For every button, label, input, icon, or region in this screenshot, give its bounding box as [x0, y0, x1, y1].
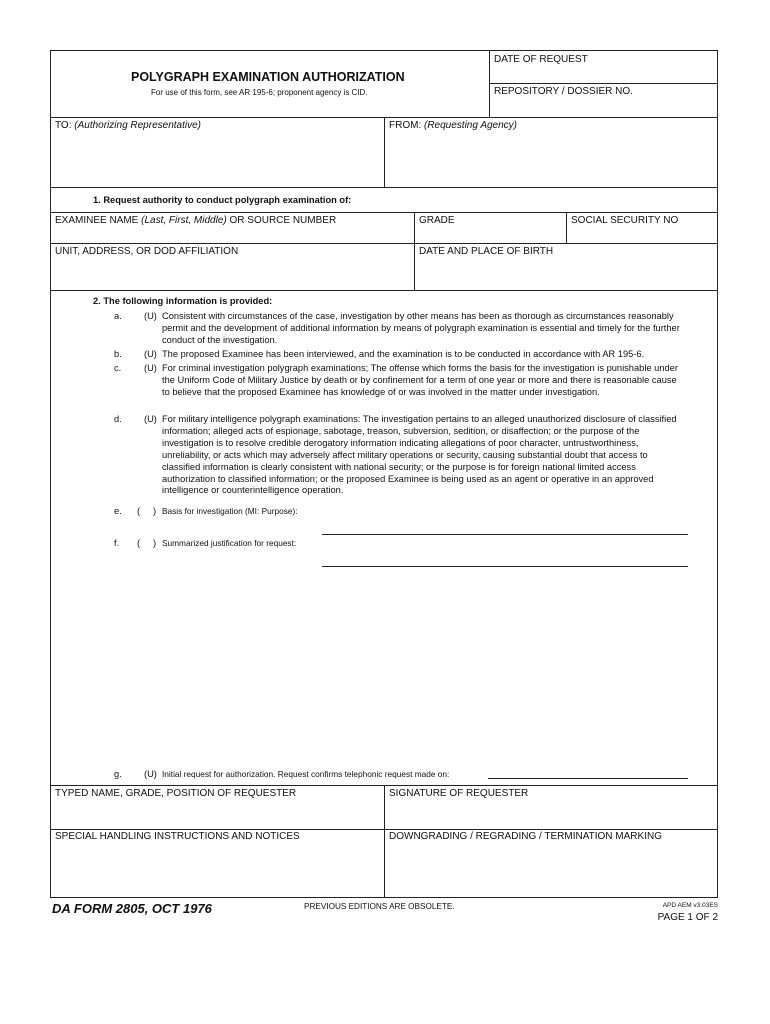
to-field[interactable] [52, 134, 382, 185]
dob-label: DATE AND PLACE OF BIRTH [419, 246, 554, 257]
item-b-mark: (U) [144, 349, 157, 359]
examinee-name-field[interactable] [52, 227, 412, 242]
special-handling-label: SPECIAL HANDLING INSTRUCTIONS AND NOTICES [55, 831, 300, 842]
to-label-hint: (Authorizing Representative) [74, 120, 201, 131]
from-label-hint: (Requesting Agency) [424, 120, 518, 131]
item-c-mark: (U) [144, 363, 157, 373]
item-d-letter: d. [114, 414, 122, 424]
ssn-label: SOCIAL SECURITY NO [571, 215, 679, 226]
examinee-bottom-line [50, 243, 718, 244]
item-f-field[interactable] [322, 548, 688, 565]
header-mid-line [489, 83, 718, 84]
section1-bottom-line [50, 290, 718, 291]
examinee-label-suffix: OR SOURCE NUMBER [226, 215, 337, 226]
to-label-text: TO: [55, 120, 72, 131]
item-f-text: Summarized justification for request: [162, 538, 297, 548]
to-from-divider [384, 117, 385, 187]
item-c-text: For criminal investigation polygraph examinations; The offense which forms the basis for the investigation is punishable under the Uniform Code of Military Justice by death or by confinement for a term of one year or more and there is reasonable cause to believe that the proposed Examinee has knowledge of or was involved in the matter under investigation. [162, 363, 678, 397]
signature-field[interactable] [386, 801, 716, 827]
from-label [389, 120, 517, 131]
item-c-letter: c. [114, 363, 122, 373]
signature-divider [384, 785, 385, 898]
from-label-text: FROM: [389, 120, 422, 131]
form-subtitle: For use of this form, see AR 195-6; proponent agency is CID. [151, 88, 368, 97]
downgrading-field[interactable] [386, 845, 716, 896]
date-of-request-label: DATE OF REQUEST [494, 54, 588, 65]
from-field[interactable] [386, 134, 716, 185]
obsolete-notice: PREVIOUS EDITIONS ARE OBSOLETE. [304, 902, 455, 911]
form-title: POLYGRAPH EXAMINATION AUTHORIZATION [131, 70, 405, 84]
unit-field[interactable] [52, 259, 412, 289]
item-f-checkbox[interactable]: ( ) [137, 538, 157, 548]
to-label [55, 120, 201, 131]
examinee-label-hint: (Last, First, Middle) [141, 215, 227, 226]
typed-name-label: TYPED NAME, GRADE, POSITION OF REQUESTER [55, 788, 297, 799]
repository-field[interactable] [490, 98, 716, 116]
section1-heading-line [50, 212, 718, 213]
signature-label: SIGNATURE OF REQUESTER [389, 788, 529, 799]
special-handling-field[interactable] [52, 845, 382, 896]
justification-area[interactable] [56, 572, 712, 762]
item-g-letter: g. [114, 769, 122, 779]
date-of-request-field[interactable] [490, 65, 716, 82]
section2-heading: 2. The following information is provided: [93, 296, 273, 306]
dob-field[interactable] [416, 259, 716, 289]
item-f-line [322, 566, 688, 567]
item-g-line [488, 778, 688, 779]
form-id: DA FORM 2805, OCT 1976 [52, 901, 212, 916]
item-e-text: Basis for investigation (MI: Purpose): [162, 506, 298, 516]
item-b-text: The proposed Examinee has been interviewed, and the examination is to be conducted in accordance with AR 195-6. [162, 349, 645, 359]
special-top-line [50, 829, 718, 830]
item-a-letter: a. [114, 311, 122, 321]
grade-label: GRADE [419, 215, 455, 226]
item-g-text: Initial request for authorization. Request confirms telephonic request made on: [162, 769, 450, 779]
to-from-bottom-line [50, 187, 718, 188]
item-e-line [322, 534, 688, 535]
item-g-date-field[interactable] [488, 764, 688, 777]
item-a-mark: (U) [144, 311, 157, 321]
grade-divider [414, 212, 415, 290]
item-b-letter: b. [114, 349, 122, 359]
unit-label: UNIT, ADDRESS, OR DOD AFFILIATION [55, 246, 239, 257]
examinee-label [55, 215, 336, 226]
ssn-field[interactable] [568, 227, 716, 242]
section1-heading: 1. Request authority to conduct polygraph examination of: [93, 195, 352, 205]
item-d-mark: (U) [144, 414, 157, 424]
item-e-letter: e. [114, 506, 122, 516]
page-number: PAGE 1 OF 2 [657, 912, 718, 923]
item-f-letter: f. [114, 538, 120, 548]
grade-field[interactable] [416, 227, 564, 242]
typed-name-field[interactable] [52, 801, 382, 827]
version-label: APD AEM v3.03ES [662, 902, 718, 909]
downgrading-label: DOWNGRADING / REGRADING / TERMINATION MARKING [389, 831, 662, 842]
ssn-divider [566, 212, 567, 243]
item-g-mark: (U) [144, 769, 157, 779]
item-a-text: Consistent with circumstances of the case, investigation by other means has been as thorough as circumstances reasonably permit and the development of additional information by means of polygraph examination is essential and timely for the further conduct of the investigation. [162, 311, 680, 345]
repository-label: REPOSITORY / DOSSIER NO. [494, 86, 633, 97]
examinee-label-text: EXAMINEE NAME [55, 215, 139, 226]
item-e-field[interactable] [322, 516, 688, 533]
item-e-checkbox[interactable]: ( ) [137, 506, 157, 516]
item-d-text: For military intelligence polygraph examinations: The investigation pertains to an alleged unauthorized disclosure of classified information; alleged acts of espionage, sabotage, treason, subversion, sedition, or disaffection; or the purpose of the investigation is to resolve credible derogatory information indicating allegations of poor character, untrustworthiness, unreliability, or acts which may adversely affect military operations or security, causing substantial doubt that access to classified information is clearly consistent with national security; or the purpose is for foreign national limited access authorization to classified information; or the proposed Examinee is being used as an agent or operative in an approved intelligence or counterintelligence operation. [162, 414, 677, 496]
